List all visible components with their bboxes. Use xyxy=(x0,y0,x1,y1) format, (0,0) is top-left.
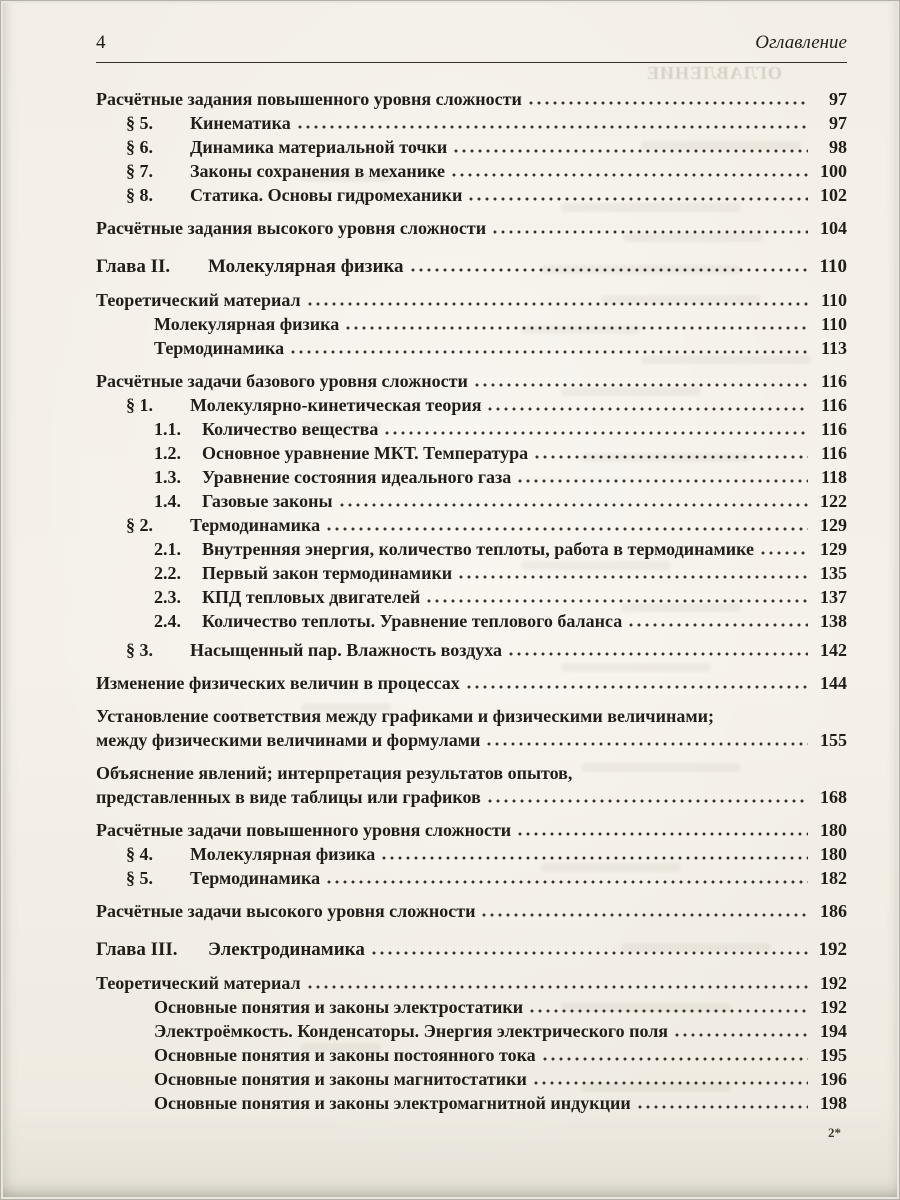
toc-entry-text: Расчётные задачи базового уровня сложности xyxy=(96,371,468,391)
toc-page-ref: 138 xyxy=(820,611,847,631)
toc-dot-leader xyxy=(459,575,808,579)
toc-entry xyxy=(96,135,847,159)
toc-entry xyxy=(96,561,847,585)
toc-entry-text: Основные понятия и законы постоянного тока xyxy=(154,1045,536,1065)
toc-dot-leader xyxy=(475,383,808,387)
toc-entry-text: Термодинамика xyxy=(154,338,285,358)
toc-entry xyxy=(96,785,847,809)
toc-dot-leader xyxy=(518,479,808,483)
toc-dot-leader xyxy=(675,1033,808,1037)
toc-page-ref: 110 xyxy=(819,256,847,277)
header-rule xyxy=(96,62,847,63)
toc-dot-leader xyxy=(382,856,808,860)
toc-entry-text: Законы сохранения в механике xyxy=(190,161,445,181)
toc-entry-text: Термодинамика xyxy=(190,515,321,535)
toc-page-ref: 129 xyxy=(820,515,847,535)
toc-page-ref: 129 xyxy=(820,539,847,559)
toc-page-ref: 137 xyxy=(820,587,847,607)
toc-entry xyxy=(96,761,847,785)
toc-dot-leader xyxy=(518,832,808,836)
toc-entry-text: Расчётные задачи высокого уровня сложности xyxy=(96,901,476,921)
toc-entry xyxy=(96,971,847,995)
toc-entry-text: Основные понятия и законы электромагнитной индукции xyxy=(154,1093,631,1113)
toc-dot-leader xyxy=(529,101,808,105)
toc-entry xyxy=(96,938,847,962)
toc-entry xyxy=(96,728,847,752)
toc-dot-leader xyxy=(487,742,808,746)
toc-entry xyxy=(96,159,847,183)
toc-entry-label: § 8. xyxy=(126,185,153,205)
toc-entry xyxy=(96,255,847,279)
toc-entry-text: Расчётные задачи повышенного уровня сложности xyxy=(96,820,512,840)
toc-page-ref: 122 xyxy=(820,491,847,511)
toc-page-ref: 192 xyxy=(818,939,847,960)
toc-dot-leader xyxy=(452,173,808,177)
toc-entry-text: КПД тепловых двигателей xyxy=(202,587,421,607)
toc-page-ref: 192 xyxy=(820,997,847,1017)
toc-entry-text: Количество вещества xyxy=(202,419,379,439)
toc-entry-text: Газовые законы xyxy=(202,491,333,511)
toc-dot-leader xyxy=(629,623,808,627)
toc-entry-text: Кинематика xyxy=(190,113,291,133)
toc-entry-text: Динамика материальной точки xyxy=(190,137,448,157)
toc-entry xyxy=(96,111,847,135)
toc-entry-text: представленных в виде таблицы или графиков xyxy=(96,787,481,807)
toc-entry-text: Расчётные задания высокого уровня сложности xyxy=(96,218,487,238)
toc-dot-leader xyxy=(385,431,808,435)
toc-dot-leader xyxy=(427,599,808,603)
toc-entry-label: § 6. xyxy=(126,137,153,157)
toc-entry-text: Основное уравнение МКТ. Температура xyxy=(202,443,529,463)
toc-entry xyxy=(96,216,847,240)
toc-page-ref: 195 xyxy=(820,1045,847,1065)
page-header xyxy=(96,31,847,55)
toc-entry xyxy=(96,87,847,111)
toc-entry xyxy=(96,489,847,513)
toc-dot-leader xyxy=(308,302,808,306)
toc-page-ref: 186 xyxy=(820,901,847,921)
toc-entry xyxy=(96,609,847,633)
toc-entry-text: Электроёмкость. Конденсаторы. Энергия электрического поля xyxy=(154,1021,669,1041)
toc-entry-text: Основные понятия и законы магнитостатики xyxy=(154,1069,527,1089)
toc-page-ref: 116 xyxy=(820,419,847,439)
toc-dot-leader xyxy=(509,652,808,656)
toc-entry xyxy=(96,818,847,842)
toc-entry-text: Электродинамика xyxy=(208,939,365,960)
toc-entry xyxy=(96,369,847,393)
toc-entry-label: 1.2. xyxy=(154,443,181,463)
toc-entry-label: § 4. xyxy=(126,844,153,864)
toc-entry-label: 2.2. xyxy=(154,563,181,583)
toc-dot-leader xyxy=(469,197,808,201)
toc-entry xyxy=(96,513,847,537)
toc-entry xyxy=(96,336,847,360)
toc-page-ref: 97 xyxy=(829,113,847,133)
toc-entry-label: Глава II. xyxy=(96,256,171,277)
toc-entry xyxy=(96,537,847,561)
toc-entry-text: Основные понятия и законы электростатики xyxy=(154,997,524,1017)
toc-dot-leader xyxy=(488,407,808,411)
toc-entry xyxy=(96,441,847,465)
toc-page-ref: 97 xyxy=(829,89,847,109)
toc-dot-leader xyxy=(308,985,808,989)
toc-page-ref: 100 xyxy=(820,161,847,181)
toc-entry xyxy=(96,288,847,312)
bleedthrough-header-text: ОГЛАВЛЕНИЕ xyxy=(646,63,782,83)
toc-entry-text: Объяснение явлений; интерпретация результатов опытов, xyxy=(96,763,573,783)
toc-entry-label: § 5. xyxy=(126,113,153,133)
toc-entry xyxy=(96,638,847,662)
toc-entry xyxy=(96,899,847,923)
toc-entry xyxy=(96,1067,847,1091)
toc-page-ref: 155 xyxy=(820,730,847,750)
toc-entry xyxy=(96,312,847,336)
toc-page-ref: 168 xyxy=(820,787,847,807)
toc-entry xyxy=(96,704,847,728)
toc-page-ref: 198 xyxy=(820,1093,847,1113)
toc-page-ref: 110 xyxy=(820,314,847,334)
toc-dot-leader xyxy=(340,503,808,507)
toc-entry-text: Теоретический материал xyxy=(96,290,301,310)
toc-entry-text: Молекулярная физика xyxy=(154,314,340,334)
table-of-contents xyxy=(96,87,847,1115)
toc-dot-leader xyxy=(535,455,808,459)
toc-page-ref: 180 xyxy=(820,844,847,864)
toc-entry-text: Статика. Основы гидромеханики xyxy=(190,185,463,205)
toc-page-ref: 142 xyxy=(820,640,847,660)
toc-entry-label: § 2. xyxy=(126,515,153,535)
toc-entry-text: Количество теплоты. Уравнение теплового баланса xyxy=(202,611,623,631)
toc-page-ref: 113 xyxy=(820,338,847,358)
toc-page-ref: 180 xyxy=(820,820,847,840)
toc-entry-label: § 1. xyxy=(126,395,153,415)
toc-entry xyxy=(96,1043,847,1067)
toc-entry-label: 2.3. xyxy=(154,587,181,607)
page-body xyxy=(1,1,899,1199)
toc-entry-text: Внутренняя энергия, количество теплоты, работа в термодинамике xyxy=(202,539,754,559)
toc-dot-leader xyxy=(327,880,808,884)
toc-entry xyxy=(96,1019,847,1043)
toc-entry-text: Изменение физических величин в процессах xyxy=(96,673,460,693)
toc-entry-text: Молекулярно-кинетическая теория xyxy=(190,395,482,415)
toc-entry-text: Установление соответствия между графиками и физическими величинами; xyxy=(96,706,714,726)
toc-page-ref: 135 xyxy=(820,563,847,583)
toc-entry-text: Насыщенный пар. Влажность воздуха xyxy=(190,640,503,660)
toc-entry-text: Первый закон термодинамики xyxy=(202,563,453,583)
toc-entry-label: § 7. xyxy=(126,161,153,181)
toc-dot-leader xyxy=(488,799,808,803)
toc-entry xyxy=(96,417,847,441)
toc-dot-leader xyxy=(346,326,808,330)
toc-entry xyxy=(96,465,847,489)
toc-entry-text: Молекулярная физика xyxy=(208,256,404,277)
toc-dot-leader xyxy=(534,1081,808,1085)
toc-page-ref: 192 xyxy=(820,973,847,993)
toc-page-ref: 196 xyxy=(820,1069,847,1089)
toc-dot-leader xyxy=(411,268,808,272)
toc-page-ref: 110 xyxy=(820,290,847,310)
toc-entry xyxy=(96,866,847,890)
toc-entry-label: § 5. xyxy=(126,868,153,888)
toc-dot-leader xyxy=(467,685,808,689)
toc-entry-text: Теоретический материал xyxy=(96,973,301,993)
toc-dot-leader xyxy=(530,1009,808,1013)
toc-entry-label: Глава III. xyxy=(96,939,178,960)
toc-dot-leader xyxy=(372,951,808,955)
toc-dot-leader xyxy=(482,913,808,917)
toc-entry-label: 1.1. xyxy=(154,419,181,439)
toc-entry-label: 2.1. xyxy=(154,539,181,559)
toc-dot-leader xyxy=(454,149,808,153)
toc-page-ref: 102 xyxy=(820,185,847,205)
toc-dot-leader xyxy=(638,1105,808,1109)
toc-page-ref: 98 xyxy=(829,137,847,157)
toc-entry-label: § 3. xyxy=(126,640,153,660)
toc-page-ref: 116 xyxy=(820,371,847,391)
toc-dot-leader xyxy=(761,551,808,555)
toc-entry xyxy=(96,671,847,695)
toc-entry-text: Расчётные задания повышенного уровня сложности xyxy=(96,89,522,109)
toc-entry xyxy=(96,585,847,609)
toc-page-ref: 104 xyxy=(820,218,847,238)
toc-entry-label: 1.4. xyxy=(154,491,181,511)
toc-page-ref: 194 xyxy=(820,1021,847,1041)
signature-mark: 2* xyxy=(828,1125,841,1140)
toc-dot-leader xyxy=(493,230,808,234)
toc-dot-leader xyxy=(298,125,808,129)
running-header-title: Оглавление xyxy=(755,32,847,53)
toc-page-ref: 144 xyxy=(820,673,847,693)
toc-entry xyxy=(96,1091,847,1115)
toc-entry-text: Термодинамика xyxy=(190,868,321,888)
toc-entry-label: 1.3. xyxy=(154,467,181,487)
page-number: 4 xyxy=(96,32,106,53)
toc-entry-text: Уравнение состояния идеального газа xyxy=(202,467,512,487)
toc-entry-text: Молекулярная физика xyxy=(190,844,376,864)
toc-page-ref: 116 xyxy=(820,443,847,463)
toc-entry-text: между физическими величинами и формулами xyxy=(96,730,481,750)
toc-page-ref: 116 xyxy=(820,395,847,415)
toc-page-ref: 182 xyxy=(820,868,847,888)
toc-entry xyxy=(96,995,847,1019)
toc-dot-leader xyxy=(543,1057,808,1061)
toc-dot-leader xyxy=(291,350,808,354)
toc-entry xyxy=(96,183,847,207)
toc-dot-leader xyxy=(327,527,808,531)
toc-entry xyxy=(96,842,847,866)
toc-entry-label: 2.4. xyxy=(154,611,181,631)
toc-entry xyxy=(96,393,847,417)
toc-page-ref: 118 xyxy=(820,467,847,487)
